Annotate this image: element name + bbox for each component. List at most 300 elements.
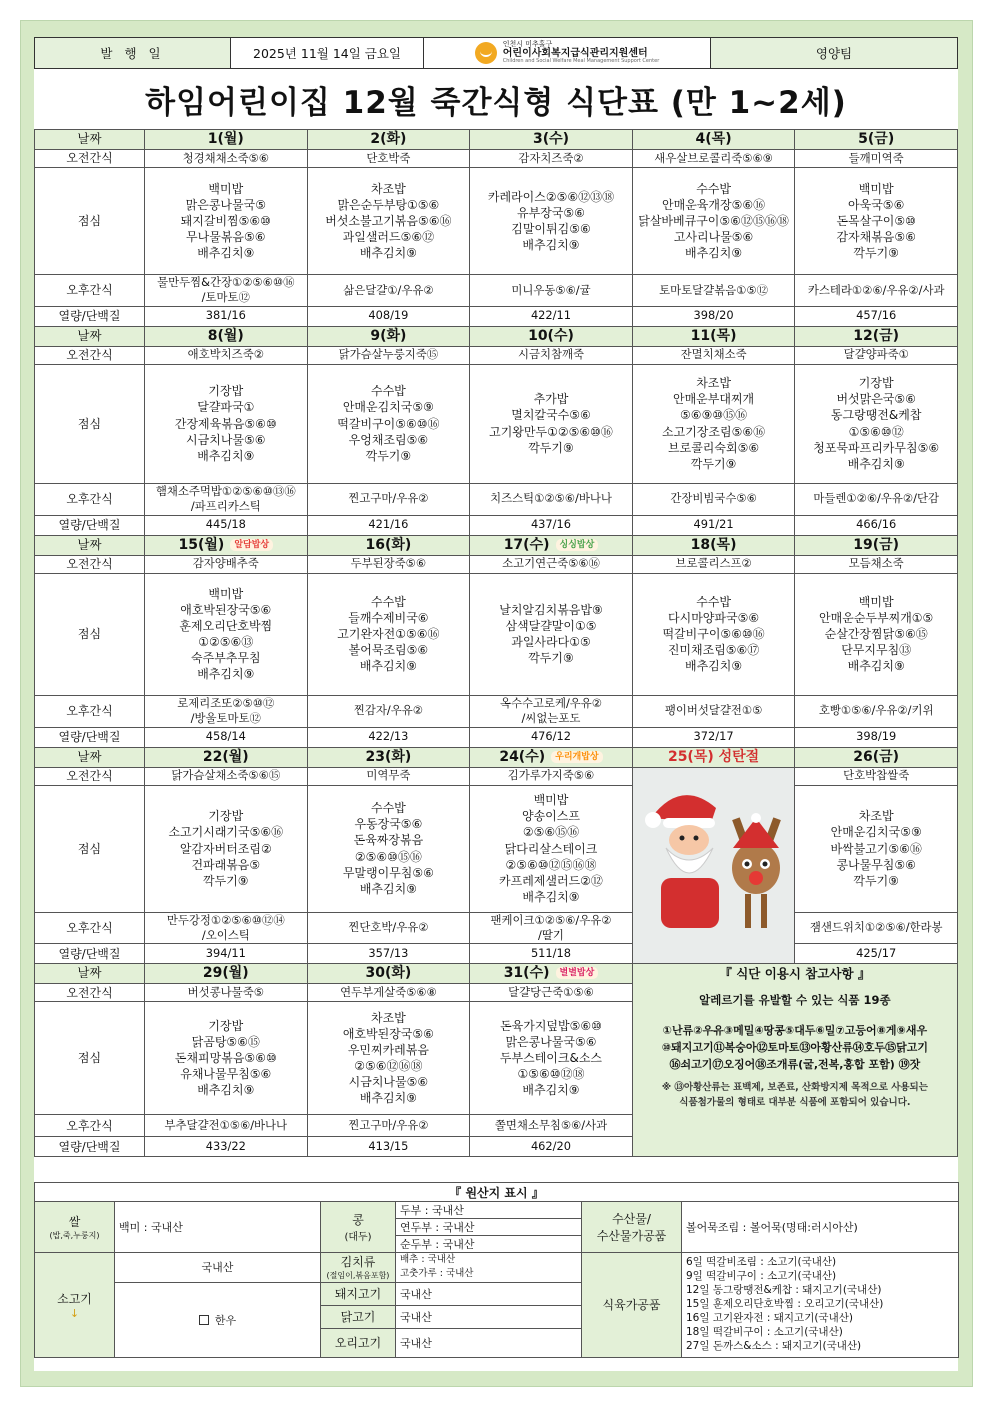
- morning-snack: 소고기연근죽⑤⑥⑯: [470, 555, 633, 573]
- lunch-item: 돈목살구이⑤⑩: [836, 213, 916, 228]
- morning-snack-label: 오전간식: [35, 150, 145, 168]
- pork-origin: 국내산: [396, 1282, 582, 1305]
- afternoon-snack: [632, 695, 795, 727]
- lunch-item: 배추김치⑨: [359, 246, 417, 261]
- kcal-protein: 425/17: [795, 944, 958, 964]
- day-header: [632, 130, 795, 150]
- afternoon-item: 치즈스틱①②⑤⑥/바나나: [490, 491, 612, 506]
- morning-snack: 닭가슴살누룽지죽⑮: [307, 346, 470, 364]
- afternoon-item: 찐단호박/우유②: [348, 920, 429, 935]
- day-header: [145, 326, 308, 346]
- lunch-item: 깍두기⑨: [365, 448, 412, 463]
- lunch-item: 들깨수제비국⑥: [348, 610, 429, 625]
- lunch-item: 시금치나물⑤⑥: [186, 432, 266, 447]
- lunch-item: 차조밥: [858, 809, 894, 824]
- lunch-menu: [307, 573, 470, 695]
- lunch-menu: [307, 785, 470, 912]
- morning-snack: 두부된장죽⑤⑥: [307, 555, 470, 573]
- morning-snack-label: 오전간식: [35, 346, 145, 364]
- meat-label: 식육가공품: [582, 1253, 682, 1358]
- lunch-item: 배추김치⑨: [847, 659, 905, 674]
- lunch-item: 돈채피망볶음⑤⑥⑩: [174, 1051, 277, 1066]
- lunch-menu: [470, 168, 633, 275]
- lunch-label: 점심: [35, 1002, 145, 1115]
- date-row: [35, 130, 958, 150]
- morning-snack: 청경채채소죽⑤⑥: [145, 150, 308, 168]
- lunch-menu: [632, 364, 795, 483]
- chicken-origin: 국내산: [396, 1305, 582, 1328]
- day-header: [470, 964, 633, 984]
- nutrition-row: [35, 306, 958, 326]
- afternoon-snack-label: 오후간식: [35, 275, 145, 307]
- lunch-menu: [795, 785, 958, 912]
- beef-origin-domestic: 국내산: [115, 1253, 321, 1283]
- date-label: 날짜: [35, 535, 145, 555]
- lunch-item: 무말랭이무침⑤⑥: [342, 865, 434, 880]
- day-date: 4(목): [695, 131, 732, 148]
- lunch-item: 배추김치⑨: [522, 1083, 580, 1098]
- beef-hanwoo-option: 한우: [115, 1282, 321, 1357]
- menu-table: [34, 129, 958, 1157]
- lunch-item: 우동장국⑤⑥: [354, 817, 423, 832]
- lunch-menu: [470, 573, 633, 695]
- lunch-item: 콩나물무침⑤⑥: [836, 857, 916, 872]
- lunch-item: 아욱국⑤⑥: [848, 197, 905, 212]
- lunch-item: 시금치나물⑤⑥: [348, 1075, 429, 1090]
- day-date: 17(수): [503, 536, 550, 553]
- kcal-protein: 433/22: [145, 1137, 308, 1157]
- lunch-item: 안매운육개장⑤⑥⑯: [662, 197, 766, 212]
- afternoon-snack: [307, 1115, 470, 1137]
- kcal-protein: 466/16: [795, 515, 958, 535]
- morning-snack: 김가루가지죽⑤⑥: [470, 767, 633, 785]
- lunch-item: 건파래볶음⑤: [191, 857, 261, 872]
- morning-snack: 달걀당근죽①⑤⑥: [470, 984, 633, 1002]
- lunch-item: ②⑤⑥⑩⑫⑮⑯⑱: [505, 857, 597, 872]
- lunch-item: 멸치칼국수⑤⑥: [511, 408, 591, 423]
- morning-snack-label: 오전간식: [35, 767, 145, 785]
- lunch-item: 수수밥: [696, 594, 731, 609]
- afternoon-item: 쫄면채소무침⑤⑥/사과: [494, 1117, 608, 1132]
- nutrition-label: 열량/단백질: [35, 1137, 145, 1157]
- lunch-item: 단무지무침⑬: [841, 643, 912, 658]
- lunch-item: 버섯소불고기볶음⑤⑥⑯: [325, 213, 452, 228]
- lunch-item: 배추김치⑨: [197, 448, 255, 463]
- lunch-item: 애호박된장국⑤⑥: [342, 1026, 434, 1041]
- lunch-item: 다시마양파국⑤⑥: [668, 610, 760, 625]
- lunch-item: 수수밥: [371, 384, 406, 399]
- afternoon-snack: [470, 695, 633, 727]
- lunch-item: 배추김치⑨: [197, 667, 255, 682]
- lunch-item: 김말이튀김⑤⑥: [511, 222, 591, 236]
- bean-origin-silken-tofu: 순두부 : 국내산: [396, 1236, 582, 1253]
- lunch-item: 우민찌카레볶음: [347, 1043, 429, 1058]
- lunch-item: 배추김치⑨: [847, 456, 905, 471]
- kcal-protein: 408/19: [307, 306, 470, 326]
- kcal-protein: 476/12: [470, 727, 633, 747]
- org-english: Children and Social Welfare Meal Management Support Center: [502, 58, 660, 65]
- afternoon-snack: [470, 912, 633, 944]
- kcal-protein: 491/21: [632, 515, 795, 535]
- morning-snack: 버섯콩나물죽⑤: [145, 984, 308, 1002]
- org-region: 인천시 미추홀구: [502, 40, 553, 49]
- afternoon-item: 찐고구마/우유②: [348, 491, 429, 506]
- lunch-item: 돈육짜장볶음: [353, 833, 424, 848]
- afternoon-snack: [145, 1115, 308, 1137]
- lunch-item: 백미밥: [208, 181, 244, 196]
- lunch-item: 카레라이스②⑤⑥⑫⑬⑱: [487, 189, 615, 204]
- lunch-item: 바싹불고기⑤⑥⑯: [830, 841, 922, 856]
- lunch-item: 날치알김치볶음밥⑨: [499, 602, 603, 617]
- afternoon-snack-label: 오후간식: [35, 695, 145, 727]
- lunch-item: 떡갈비구이⑤⑥⑩⑯: [337, 416, 440, 431]
- day-header: [307, 964, 470, 984]
- day-header: [145, 535, 308, 555]
- lunch-item: 깍두기⑨: [853, 246, 899, 261]
- lunch-item: 깍두기⑨: [203, 873, 249, 888]
- lunch-menu: [470, 364, 633, 483]
- lunch-item: 맑은콩나물국⑤⑥: [505, 1035, 597, 1049]
- lunch-item: 깍두기⑨: [528, 651, 574, 666]
- kcal-protein: 398/20: [632, 306, 795, 326]
- morning-snack: 브로콜리스프②: [632, 555, 795, 573]
- lunch-item: 배추김치⑨: [359, 881, 417, 896]
- lunch-menu: [470, 1002, 633, 1115]
- issue-label: 발 행 일: [35, 38, 231, 68]
- day-date: 23(화): [365, 748, 412, 765]
- day-date: 26(금): [853, 748, 900, 765]
- lunch-item: 수수밥: [371, 801, 406, 816]
- allergy-list: ①난류②우유③메밀④땅콩⑤대두⑥밀⑦고등어⑧게⑨새우 ⑩돼지고기⑪복숭아⑫토마토⑬아황산류⑭호두⑮닭고기 ⑯쇠고기⑰오징어⑱조개류(굴,전복,홍합 포함) ⑲잣: [661, 1024, 928, 1072]
- afternoon-snack: [145, 275, 308, 307]
- lunch-item: 깍두기⑨: [853, 873, 899, 888]
- lunch-menu: [795, 573, 958, 695]
- morning-snack: 들깨미역죽: [795, 150, 958, 168]
- day-header: [145, 747, 308, 767]
- org-name: 어린이사회복지급식관리지원센터: [502, 47, 648, 59]
- seafood-label: 수산물/ 수산물가공품: [582, 1202, 682, 1253]
- afternoon-snack-row: [35, 483, 958, 515]
- sulfite-note: ※ ⑬아황산류는 표백제, 보존료, 산화방지제 목적으로 사용되는 식품첨가물의 형태로 대부분 식품에 포함되어 있습니다.: [661, 1082, 928, 1108]
- afternoon-item: 만두강정①②⑤⑥⑩⑫⑭: [166, 912, 285, 927]
- org-logo: [424, 38, 711, 68]
- bean-origin-tofu: 두부 : 국내산: [396, 1202, 582, 1219]
- meat-origin-list: 6일 떡갈비조림 : 소고기(국내산) 9일 떡갈비구이 : 소고기(국내산) 12일 동그랑땡전&케찹 : 돼지고기(국내산) 15일 훈제오리단호박찜 : 오리고기(국내산) 16일 고기완자전 : 돼지고기(국내산) 18일 떡갈비구이 : 소고기(국내산) 27일 돈까스&소스 : 돼지고기(국내산): [682, 1253, 959, 1358]
- lunch-item: 배추김치⑨: [359, 1091, 417, 1106]
- lunch-item: 볼어묵조림⑤⑥: [348, 643, 429, 658]
- afternoon-item: 마들렌①②⑥/우유②/단감: [813, 491, 939, 506]
- afternoon-item: /방울토마토⑫: [190, 711, 261, 726]
- day-header: [632, 747, 795, 767]
- afternoon-item: 간장비빔국수⑤⑥: [670, 491, 757, 506]
- afternoon-item: 부추달걀전①⑤⑥/바나나: [164, 1117, 288, 1132]
- kcal-protein: 457/16: [795, 306, 958, 326]
- day-date: 5(금): [858, 131, 895, 148]
- kcal-protein: 422/13: [307, 727, 470, 747]
- lunch-item: 배추김치⑨: [685, 659, 743, 674]
- lunch-item: 차조밥: [696, 376, 731, 391]
- kcal-protein: 398/19: [795, 727, 958, 747]
- lunch-item: 수수밥: [696, 181, 731, 196]
- lunch-menu: [632, 168, 795, 275]
- lunch-item: 깍두기⑨: [528, 440, 574, 455]
- day-header: [795, 535, 958, 555]
- lunch-menu: [145, 168, 308, 275]
- afternoon-item: 카스테라①②⑥/우유②/사과: [807, 282, 945, 297]
- lunch-menu: [307, 364, 470, 483]
- origin-table: [34, 1182, 959, 1358]
- kcal-protein: 422/11: [470, 306, 633, 326]
- morning-snack: 모듬채소죽: [795, 555, 958, 573]
- morning-snack-label: 오전간식: [35, 984, 145, 1002]
- day-header: [145, 964, 308, 984]
- day-header: [307, 130, 470, 150]
- day-header: [632, 535, 795, 555]
- christmas-illustration: [632, 767, 795, 964]
- afternoon-item: 로제리조또②⑤⑩⑫: [177, 695, 275, 710]
- afternoon-item: 잼샌드위치①②⑤⑥/한라봉: [809, 920, 943, 935]
- afternoon-snack: [307, 483, 470, 515]
- lunch-item: 유부장국⑤⑥: [517, 205, 585, 220]
- theme-day-badge: 싱싱밥상: [556, 539, 599, 551]
- lunch-item: 깍두기⑨: [690, 456, 737, 471]
- day-header: [307, 747, 470, 767]
- lunch-menu: [307, 168, 470, 275]
- kcal-protein: 445/18: [145, 515, 308, 535]
- morning-snack: 새우살브로콜리죽⑤⑥⑨: [632, 150, 795, 168]
- lunch-menu: [145, 573, 308, 695]
- nutrition-row: [35, 515, 958, 535]
- afternoon-item: 미니우동⑤⑥/귤: [511, 282, 591, 297]
- team-name: 영양팀: [711, 38, 957, 68]
- afternoon-snack: [795, 695, 958, 727]
- lunch-item: 기장밥: [208, 1018, 244, 1033]
- afternoon-item: /딸기: [538, 927, 564, 942]
- afternoon-item: /씨없는포도: [521, 711, 581, 726]
- afternoon-snack-label: 오후간식: [35, 1115, 145, 1137]
- afternoon-item: 찐감자/우유②: [353, 703, 423, 718]
- kcal-protein: 381/16: [145, 306, 308, 326]
- day-date: 1(월): [207, 131, 244, 148]
- afternoon-item: 찐고구마/우유②: [348, 1117, 429, 1132]
- morning-snack: 단호박찹쌀죽: [795, 767, 958, 785]
- lunch-label: 점심: [35, 573, 145, 695]
- lunch-item: 떡갈비구이⑤⑥⑩⑯: [662, 627, 765, 642]
- day-date: 2(화): [370, 131, 407, 148]
- morning-snack: 잔멸치채소죽: [632, 346, 795, 364]
- lunch-item: 애호박된장국⑤⑥: [180, 602, 272, 617]
- kcal-protein: 413/15: [307, 1137, 470, 1157]
- lunch-item: 감자채볶음⑤⑥: [836, 230, 916, 245]
- kcal-protein: 372/17: [632, 727, 795, 747]
- lunch-item: 맑은콩나물국⑤: [185, 197, 266, 212]
- lunch-item: 달걀파국①: [197, 400, 255, 415]
- lunch-menu: [145, 785, 308, 912]
- afternoon-snack: [632, 275, 795, 307]
- kcal-protein: 437/16: [470, 515, 633, 535]
- origin-title: 『 원산지 표시 』: [35, 1183, 959, 1202]
- nutrition-row: [35, 944, 958, 964]
- lunch-menu: [795, 168, 958, 275]
- lunch-item: 카프레제샐러드②⑫: [499, 873, 603, 888]
- day-header: [632, 326, 795, 346]
- afternoon-snack: [470, 1115, 633, 1137]
- date-label: 날짜: [35, 130, 145, 150]
- page-title: 하임어린이집 12월 죽간식형 식단표 (만 1~2세): [145, 84, 847, 121]
- lunch-item: 안매운순두부찌개①⑤: [819, 610, 934, 625]
- lunch-row: [35, 785, 958, 912]
- lunch-item: 양송이스프: [522, 809, 580, 824]
- smile-logo-icon: [475, 42, 497, 64]
- lunch-item: 훈제오리단호박찜: [179, 618, 273, 633]
- bean-origin-soft-tofu: 연두부 : 국내산: [396, 1219, 582, 1236]
- day-date: 18(목): [690, 536, 737, 553]
- morning-snack-label: 오전간식: [35, 555, 145, 573]
- afternoon-item: 햄채소주먹밥①②⑤⑥⑩⑬⑯: [155, 483, 296, 498]
- date-row: [35, 326, 958, 346]
- afternoon-item: 팬케이크①②⑤⑥/우유②: [490, 912, 612, 927]
- date-row: [35, 535, 958, 555]
- lunch-item: ①⑤⑥⑩⑫: [848, 424, 904, 439]
- santa-reindeer-icon: [641, 778, 791, 928]
- morning-snack: 닭가슴살채소죽⑤⑥⑮: [145, 767, 308, 785]
- afternoon-item: /오이스틱: [201, 927, 250, 942]
- morning-snack: 단호박죽: [307, 150, 470, 168]
- afternoon-snack: [470, 275, 633, 307]
- afternoon-snack-row: [35, 912, 958, 944]
- duck-origin: 국내산: [396, 1328, 582, 1357]
- lunch-item: 기장밥: [208, 809, 244, 824]
- afternoon-snack: [145, 695, 308, 727]
- morning-snack-row: [35, 767, 958, 785]
- day-date: 9(화): [370, 327, 407, 344]
- lunch-item: 배추김치⑨: [685, 246, 743, 261]
- lunch-item: ⑤⑥⑨⑩⑮⑯: [680, 408, 748, 423]
- afternoon-item: 옥수수고로케/우유②: [499, 695, 603, 710]
- lunch-label: 점심: [35, 168, 145, 275]
- day-date: 30(화): [365, 965, 412, 982]
- lunch-item: 무나물볶음⑤⑥: [186, 230, 266, 245]
- lunch-row: [35, 364, 958, 483]
- lunch-item: 닭살바베큐구이⑤⑥⑫⑮⑯⑱: [638, 213, 789, 228]
- afternoon-snack: [795, 483, 958, 515]
- lunch-item: 배추김치⑨: [359, 659, 417, 674]
- nutrition-label: 열량/단백질: [35, 727, 145, 747]
- lunch-item: 진미채조림⑤⑥⑰: [667, 643, 760, 658]
- nutrition-label: 열량/단백질: [35, 515, 145, 535]
- rice-origin: 백미 : 국내산: [115, 1202, 321, 1253]
- lunch-item: 기장밥: [208, 384, 244, 399]
- day-header: [470, 747, 633, 767]
- morning-snack-row: [35, 150, 958, 168]
- theme-day-badge: 알담밥상: [230, 539, 273, 551]
- lunch-item: 삼색달걀말이①⑤: [505, 618, 597, 633]
- afternoon-item: /토마토⑫: [201, 290, 250, 305]
- day-date: 22(월): [202, 748, 249, 765]
- date-label: 날짜: [35, 964, 145, 984]
- afternoon-item: 호빵①⑤⑥/우유②/키위: [818, 703, 934, 718]
- lunch-item: 고기왕만두①②⑤⑥⑩⑯: [489, 424, 613, 439]
- nutrition-label: 열량/단백질: [35, 944, 145, 964]
- day-date: 8(월): [207, 327, 244, 344]
- afternoon-snack: [307, 275, 470, 307]
- afternoon-snack: [470, 483, 633, 515]
- afternoon-snack-label: 오후간식: [35, 483, 145, 515]
- lunch-item: ②⑤⑥⑮⑯: [522, 825, 580, 840]
- day-header: [470, 326, 633, 346]
- reference-notes: [632, 964, 957, 1157]
- bean-label: 콩 (대두): [321, 1202, 396, 1253]
- afternoon-snack: [145, 912, 308, 944]
- lunch-item: ①②⑤⑥⑬: [198, 635, 254, 650]
- lunch-item: 안매운부대찌개: [673, 392, 755, 407]
- lunch-item: 우엉채조림⑤⑥: [348, 432, 429, 447]
- lunch-item: 동그랑땡전&케찹: [830, 408, 922, 423]
- afternoon-snack-label: 오후간식: [35, 912, 145, 944]
- pork-label: 돼지고기: [321, 1282, 396, 1305]
- lunch-item: 소고기시래기국⑤⑥⑯: [168, 825, 284, 840]
- lunch-item: ①⑤⑥⑩⑫⑱: [517, 1067, 585, 1082]
- day-date: 31(수): [503, 965, 550, 982]
- day-header: [470, 535, 633, 555]
- lunch-item: 배추김치⑨: [522, 889, 580, 904]
- afternoon-snack: [795, 275, 958, 307]
- lunch-row: [35, 168, 958, 275]
- kcal-protein: 511/18: [470, 944, 633, 964]
- lunch-menu: [795, 364, 958, 483]
- day-header: [795, 130, 958, 150]
- lunch-label: 점심: [35, 364, 145, 483]
- issue-date: 2025년 11월 14일 금요일: [231, 38, 424, 68]
- day-date: 29(월): [202, 965, 249, 982]
- lunch-item: 닭다리살스테이크: [504, 841, 598, 856]
- lunch-item: 차조밥: [371, 181, 406, 196]
- day-date: 24(수): [499, 748, 546, 765]
- day-date: 25(목) 성탄절: [667, 748, 760, 765]
- day-header: [307, 535, 470, 555]
- afternoon-snack: [632, 483, 795, 515]
- morning-snack: 감자양배추죽: [145, 555, 308, 573]
- lunch-item: 맑은순두부탕①⑤⑥: [337, 197, 440, 212]
- afternoon-item: 물만두찜&간장①②⑤⑥⑩⑯: [157, 275, 295, 289]
- lunch-item: 수수밥: [371, 594, 406, 609]
- morning-snack-row: [35, 346, 958, 364]
- lunch-item: 돼지갈비찜⑤⑥⑩: [180, 213, 271, 228]
- reference-title: 『 식단 이용시 참고사항 』: [719, 966, 871, 982]
- lunch-item: 닭곰탕⑤⑥⑮: [191, 1035, 260, 1049]
- kcal-protein: 421/16: [307, 515, 470, 535]
- lunch-item: 백미밥: [858, 181, 894, 196]
- morning-snack: 애호박치즈죽②: [145, 346, 308, 364]
- day-date: 10(수): [528, 327, 574, 344]
- lunch-menu: [307, 1002, 470, 1115]
- day-header: [795, 326, 958, 346]
- seafood-origin: 볼어묵조림 : 볼어묵(명태:러시아산): [682, 1202, 959, 1253]
- morning-snack: 감자치즈죽②: [470, 150, 633, 168]
- afternoon-snack: [145, 483, 308, 515]
- afternoon-snack-row: [35, 695, 958, 727]
- kcal-protein: 458/14: [145, 727, 308, 747]
- afternoon-item: /파프리카스틱: [190, 499, 261, 514]
- day-header: [145, 130, 308, 150]
- kimchi-origin: 배추 : 국내산 고춧가루 : 국내산: [396, 1253, 582, 1283]
- lunch-item: 백미밥: [208, 586, 244, 601]
- lunch-item: 배추김치⑨: [522, 238, 580, 253]
- day-date: 12(금): [853, 327, 900, 344]
- day-date: 3(수): [532, 131, 570, 148]
- lunch-item: 기장밥: [858, 376, 894, 391]
- lunch-item: 버섯맑은국⑤⑥: [836, 392, 916, 407]
